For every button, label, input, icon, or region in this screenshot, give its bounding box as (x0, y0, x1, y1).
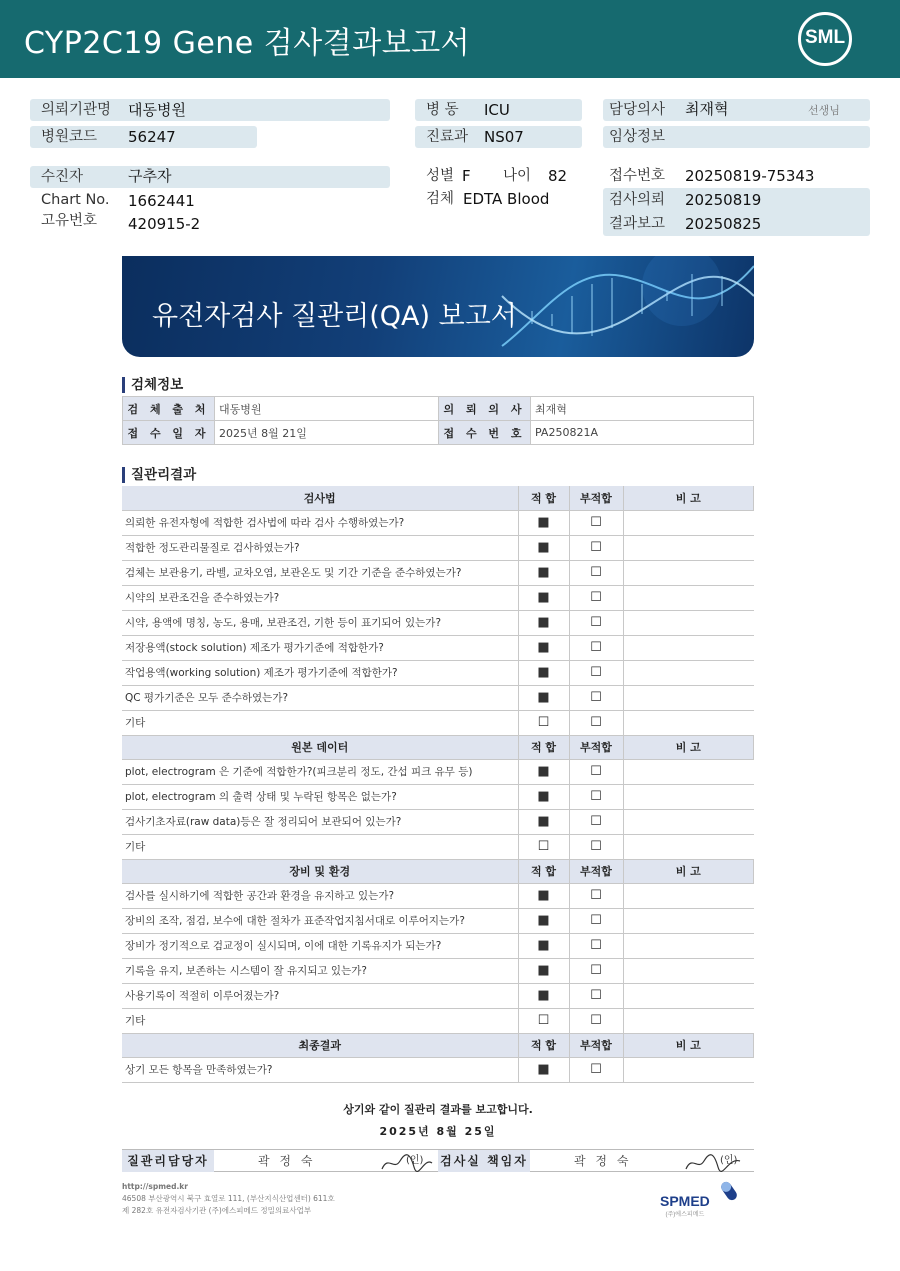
qa-item-row (122, 635, 754, 660)
pass-checkbox[interactable]: ■ (518, 685, 569, 710)
qa-col-fail: 부적합 (569, 735, 623, 759)
qa-col-note: 비 고 (623, 486, 754, 510)
pass-checkbox[interactable]: ■ (518, 585, 569, 610)
qa-item-row (122, 933, 754, 958)
specimen-table (122, 396, 754, 445)
pass-checkbox[interactable]: ■ (518, 784, 569, 809)
request-value: 20250819 (685, 191, 762, 209)
pass-checkbox[interactable]: ■ (518, 933, 569, 958)
fail-checkbox[interactable]: ☐ (569, 610, 623, 635)
fail-checkbox[interactable]: ☐ (569, 660, 623, 685)
qa-question: 의뢰한 유전자형에 적합한 검사법에 따라 검사 수행하였는가? (122, 510, 518, 535)
qa-question: 검사기초자료(raw data)등은 잘 정리되어 보관되어 있는가? (122, 809, 518, 834)
requester-value: 최재혁 (531, 397, 754, 421)
pass-checkbox[interactable]: ■ (518, 510, 569, 535)
doctor-value: 최재혁 (685, 100, 729, 118)
pass-checkbox[interactable]: ■ (518, 908, 569, 933)
qa-note (623, 710, 754, 735)
pass-checkbox[interactable]: ■ (518, 983, 569, 1008)
qa-note (623, 560, 754, 585)
qa-note (623, 933, 754, 958)
pass-checkbox[interactable]: ■ (518, 560, 569, 585)
qa-note (623, 585, 754, 610)
receipt-number-value: PA250821A (531, 421, 754, 445)
qa-col-pass: 적 합 (518, 859, 569, 883)
qa-question: 장비가 정기적으로 검교정이 실시되며, 이에 대한 기록유지가 되는가? (122, 933, 518, 958)
qa-group-name: 검사법 (122, 486, 518, 510)
qa-item-row (122, 685, 754, 710)
qa-col-fail: 부적합 (569, 1033, 623, 1057)
footer-address: 46508 부산광역시 북구 효열로 111, (부산지식산업센터) 611호 (122, 1194, 335, 1203)
requester-label: 의 뢰 의 사 (439, 397, 531, 421)
doctor-label: 담당의사 (609, 102, 666, 118)
qa-note (623, 1008, 754, 1033)
qa-item-row (122, 535, 754, 560)
closing-date: 2025년 8월 25일 (379, 1125, 497, 1138)
subject-value: 구추자 (128, 167, 172, 185)
qa-col-fail: 부적합 (569, 859, 623, 883)
footer-registration: 제 282호 유전자검사기관 (주)에스피메드 정밀의료사업부 (122, 1206, 312, 1215)
ward-label: 병 동 (426, 102, 459, 118)
qa-item-row (122, 983, 754, 1008)
report-date-label: 결과보고 (609, 216, 666, 232)
fail-checkbox[interactable]: ☐ (569, 809, 623, 834)
fail-checkbox[interactable]: ☐ (569, 585, 623, 610)
qa-question: 기록을 유지, 보존하는 시스템이 잘 유지되고 있는가? (122, 958, 518, 983)
qa-question: 작업용액(working solution) 제조가 평가기준에 적합한가? (122, 660, 518, 685)
qa-item-row (122, 759, 754, 784)
fail-checkbox[interactable]: ☐ (569, 635, 623, 660)
qa-group-header (122, 735, 754, 759)
qa-group-name: 장비 및 환경 (122, 859, 518, 883)
qa-item-row (122, 660, 754, 685)
age-label: 나이 (503, 168, 532, 184)
fail-checkbox[interactable]: ☐ (569, 535, 623, 560)
clinical-label: 임상정보 (609, 129, 666, 145)
qa-note (623, 983, 754, 1008)
qa-note (623, 510, 754, 535)
qa-question: 적합한 정도관리물질로 검사하였는가? (122, 535, 518, 560)
fail-checkbox[interactable]: ☐ (569, 560, 623, 585)
subject-label: 수진자 (41, 169, 84, 185)
pass-checkbox[interactable]: ■ (518, 535, 569, 560)
qa-item-row (122, 610, 754, 635)
spmed-logo (660, 1193, 710, 1218)
qa-item-row (122, 784, 754, 809)
qa-banner (122, 256, 754, 357)
qa-col-note: 비 고 (623, 1033, 754, 1057)
receipt-date-value: 2025년 8월 21일 (215, 421, 439, 445)
lab-director-name: 곽 정 숙 (574, 1154, 632, 1168)
qa-col-pass: 적 합 (518, 735, 569, 759)
ward-value: ICU (484, 101, 510, 119)
qa-manager-seal: (인) (406, 1155, 424, 1166)
specimen-section-title: 검체정보 (122, 377, 183, 393)
subject-row (30, 166, 390, 188)
pass-checkbox[interactable]: ☐ (518, 710, 569, 735)
qa-note (623, 784, 754, 809)
qa-group-name: 최종결과 (122, 1033, 518, 1057)
pass-checkbox[interactable]: ■ (518, 1057, 569, 1082)
qa-question: 기타 (122, 1008, 518, 1033)
qa-question: 장비의 조작, 점검, 보수에 대한 절차가 표준작업지침서대로 이루어지는가? (122, 908, 518, 933)
qa-note (623, 908, 754, 933)
qa-col-pass: 적 합 (518, 486, 569, 510)
fail-checkbox[interactable]: ☐ (569, 784, 623, 809)
qa-note (623, 759, 754, 784)
qa-item-row (122, 958, 754, 983)
hospital-code-value: 56247 (128, 128, 176, 146)
age-value: 82 (548, 167, 568, 185)
fail-checkbox[interactable]: ☐ (569, 759, 623, 784)
dept-label: 진료과 (426, 129, 469, 145)
qa-item-row (122, 560, 754, 585)
footer-info (122, 1181, 335, 1217)
closing-statement: 상기와 같이 질관리 결과를 보고합니다. (343, 1103, 533, 1116)
lab-director-label: 검사실 책임자 (438, 1150, 530, 1172)
qa-item-row (122, 585, 754, 610)
qa-manager-name: 곽 정 숙 (258, 1154, 316, 1168)
specimen-row-2 (123, 421, 754, 445)
qa-question: plot, electrogram 의 출력 상태 및 누락된 항목은 없는가? (122, 784, 518, 809)
fail-checkbox[interactable]: ☐ (569, 1057, 623, 1082)
qa-question: 검사를 실시하기에 적합한 공간과 환경을 유지하고 있는가? (122, 883, 518, 908)
qa-item-row (122, 908, 754, 933)
footer-url: http://spmed.kr (122, 1182, 188, 1191)
pass-checkbox[interactable]: ■ (518, 883, 569, 908)
report-title: CYP2C19 Gene 검사결과보고서 (24, 26, 471, 61)
qa-col-note: 비 고 (623, 859, 754, 883)
qa-item-row (122, 1057, 754, 1082)
chart-no-label: Chart No. (41, 192, 110, 208)
spmed-brand: SPMED (660, 1193, 710, 1209)
qa-group-name: 원본 데이터 (122, 735, 518, 759)
fail-checkbox[interactable]: ☐ (569, 685, 623, 710)
qa-question: 기타 (122, 710, 518, 735)
qa-item-row (122, 710, 754, 735)
fail-checkbox[interactable]: ☐ (569, 933, 623, 958)
pass-checkbox[interactable]: ■ (518, 958, 569, 983)
qa-question: 시약, 용액에 명칭, 농도, 용매, 보관조건, 기한 등이 표기되어 있는가? (122, 610, 518, 635)
qa-group-header (122, 859, 754, 883)
pass-checkbox[interactable]: ■ (518, 809, 569, 834)
hospital-code-label: 병원코드 (41, 129, 98, 145)
qa-question: 시약의 보관조건을 준수하였는가? (122, 585, 518, 610)
sml-logo (798, 12, 852, 66)
specimen-value: EDTA Blood (463, 190, 550, 208)
pass-checkbox[interactable]: ■ (518, 660, 569, 685)
fail-checkbox[interactable]: ☐ (569, 834, 623, 859)
qa-item-row (122, 809, 754, 834)
qa-question: 검체는 보관용기, 라벨, 교차오염, 보관온도 및 기간 기준을 준수하였는가? (122, 560, 518, 585)
qa-question: QC 평가기준은 모두 준수하였는가? (122, 685, 518, 710)
qa-item-row (122, 510, 754, 535)
spmed-brand-sub: (주)에스피메드 (665, 1212, 705, 1218)
qa-manager-label: 질관리담당자 (122, 1150, 214, 1172)
unique-no-label: 고유번호 (41, 213, 98, 229)
banner-title: 유전자검사 질관리(QA) 보고서 (152, 301, 517, 332)
fail-checkbox[interactable]: ☐ (569, 710, 623, 735)
receipt-number-label: 접 수 번 호 (439, 421, 531, 445)
qa-col-fail: 부적합 (569, 486, 623, 510)
qa-question: 상기 모든 항목을 만족하였는가? (122, 1057, 518, 1082)
qa-note (623, 883, 754, 908)
qa-note (623, 610, 754, 635)
specimen-label: 검체 (426, 191, 455, 207)
pass-checkbox[interactable]: ☐ (518, 1008, 569, 1033)
pass-checkbox[interactable]: ■ (518, 759, 569, 784)
chart-no-value: 1662441 (128, 192, 195, 210)
qa-table (122, 486, 754, 1083)
doctor-suffix: 선생님 (808, 104, 840, 117)
qa-note (623, 535, 754, 560)
institution-label: 의뢰기관명 (41, 102, 112, 118)
qa-question: plot, electrogram 은 기준에 적합한가?(피크분리 정도, 간섭 피크 유무 등) (122, 759, 518, 784)
specimen-row-1 (123, 397, 754, 421)
qa-col-note: 비 고 (623, 735, 754, 759)
qa-note (623, 958, 754, 983)
capsule-icon (718, 1177, 746, 1203)
source-value: 대동병원 (215, 397, 439, 421)
sex-label: 성별 (426, 168, 455, 184)
lab-director-seal: (인) (720, 1155, 738, 1166)
qa-note (623, 635, 754, 660)
qa-group-header (122, 486, 754, 510)
request-label: 검사의뢰 (609, 192, 666, 208)
unique-no-value: 420915-2 (128, 215, 201, 233)
receipt-label: 접수번호 (609, 168, 666, 184)
qa-question: 사용기록이 적절히 이루어졌는가? (122, 983, 518, 1008)
report-header (0, 0, 900, 78)
fail-checkbox[interactable]: ☐ (569, 1008, 623, 1033)
qa-note (623, 1057, 754, 1082)
logo-text: SML (804, 27, 846, 48)
source-label: 검 체 출 처 (123, 397, 215, 421)
qa-question: 기타 (122, 834, 518, 859)
qa-note (623, 660, 754, 685)
qa-question: 저장용액(stock solution) 제조가 평가기준에 적합한가? (122, 635, 518, 660)
report-date-value: 20250825 (685, 215, 762, 233)
qa-note (623, 809, 754, 834)
qa-item-row (122, 883, 754, 908)
qa-section-title: 질관리결과 (122, 467, 196, 483)
fail-checkbox[interactable]: ☐ (569, 883, 623, 908)
fail-checkbox[interactable]: ☐ (569, 983, 623, 1008)
dept-value: NS07 (484, 128, 524, 146)
pass-checkbox[interactable]: ☐ (518, 834, 569, 859)
fail-checkbox[interactable]: ☐ (569, 510, 623, 535)
qa-note (623, 685, 754, 710)
qa-note (623, 834, 754, 859)
receipt-date-label: 접 수 일 자 (123, 421, 215, 445)
sex-value: F (462, 167, 471, 185)
fail-checkbox[interactable]: ☐ (569, 908, 623, 933)
receipt-value: 20250819-75343 (685, 167, 815, 185)
fail-checkbox[interactable]: ☐ (569, 958, 623, 983)
qa-col-pass: 적 합 (518, 1033, 569, 1057)
pass-checkbox[interactable]: ■ (518, 635, 569, 660)
pass-checkbox[interactable]: ■ (518, 610, 569, 635)
qa-group-header (122, 1033, 754, 1057)
qa-item-row (122, 1008, 754, 1033)
institution-value: 대동병원 (128, 101, 186, 119)
qa-item-row (122, 834, 754, 859)
signature-row (122, 1149, 754, 1172)
